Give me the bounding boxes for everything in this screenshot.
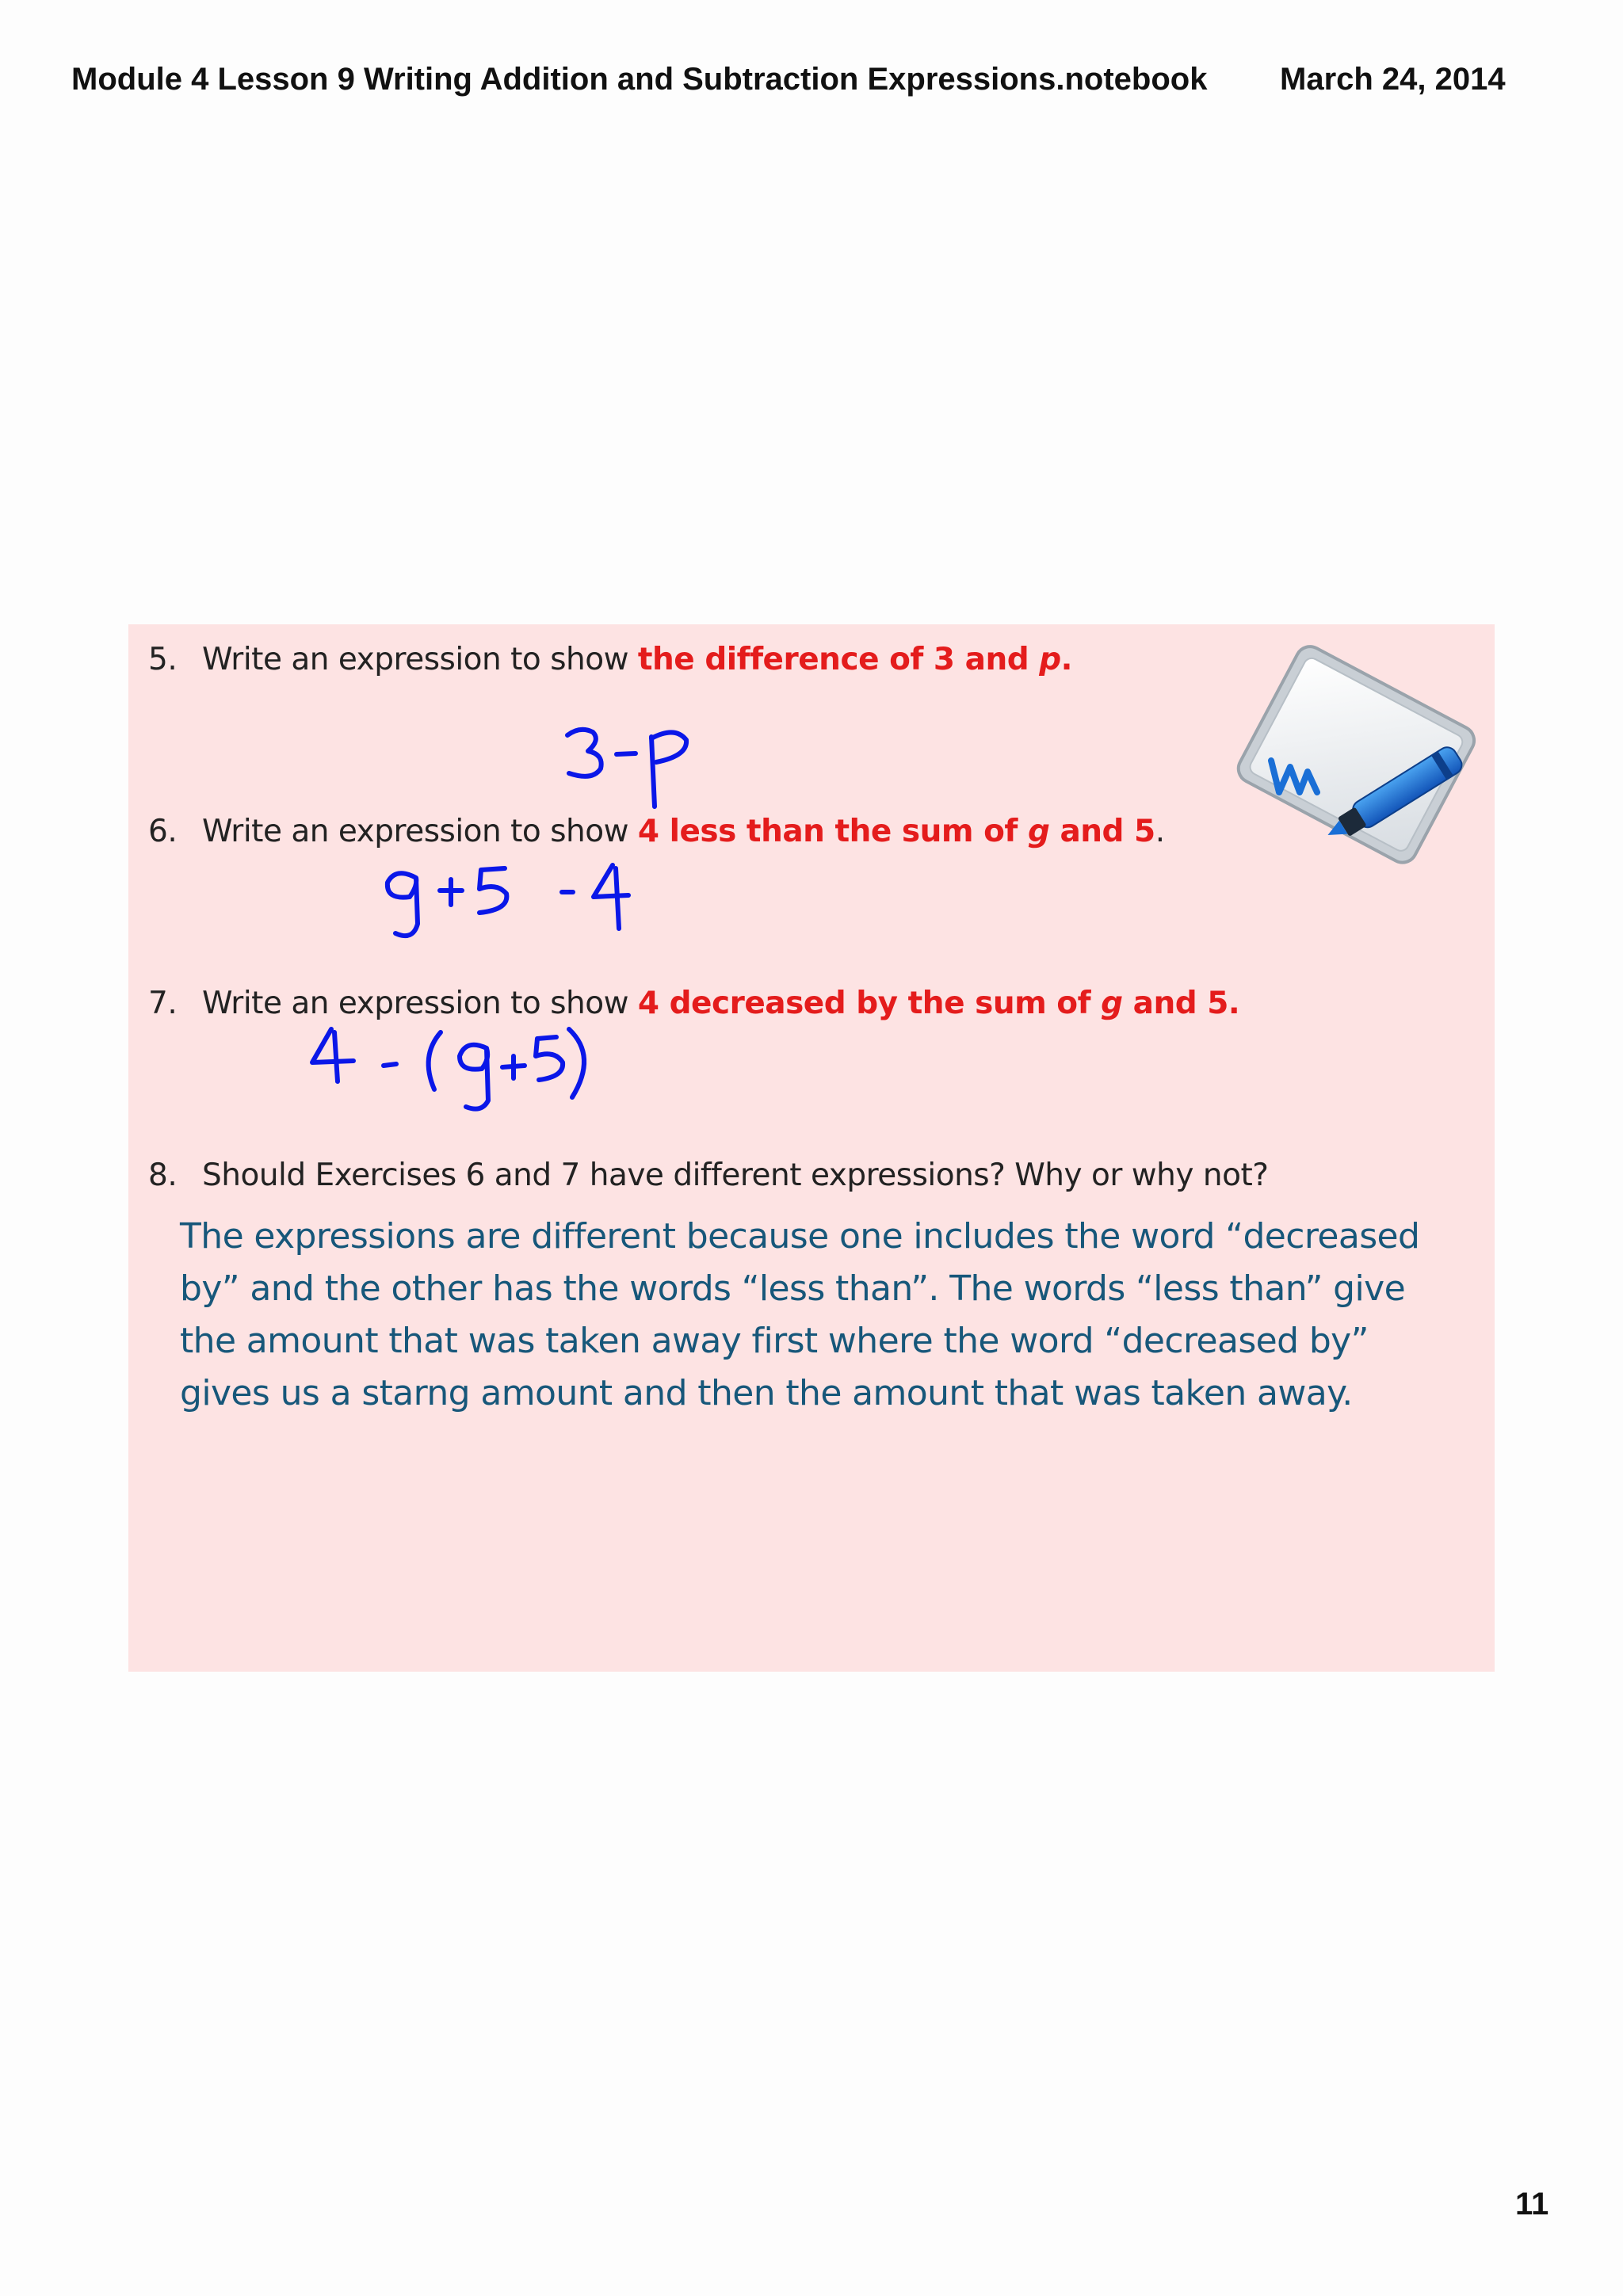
question-7 [148, 986, 1239, 1021]
document-title: Module 4 Lesson 9 Writing Addition and Subtraction Expressions.notebook [71, 62, 1208, 97]
question-number: 7. [148, 986, 178, 1021]
question-6: 6. Write an expression to show 4 less than the sum of g and 5. [148, 814, 1165, 849]
question-number: 6. [148, 814, 178, 849]
document-date: March 24, 2014 [1280, 62, 1506, 97]
handwritten-answer-5 [556, 719, 707, 814]
question-highlight: 4 decreased by the sum of g and 5. [637, 986, 1240, 1021]
whiteboard-marker-icon [1214, 634, 1491, 871]
document-header [71, 62, 1561, 97]
question-prompt: Write an expression to show [202, 642, 638, 677]
question-prompt: Write an expression to show [202, 986, 638, 1021]
question-prompt: Should Exercises 6 and 7 have different expressions? Why or why not? [202, 1158, 1269, 1193]
question-number: 8. [148, 1158, 178, 1193]
handwritten-answer-7 [303, 1024, 636, 1127]
question-8 [148, 1158, 1268, 1193]
question-highlight: 4 less than the sum of g and 5 [637, 814, 1155, 849]
question-5 [148, 642, 1072, 677]
question-highlight: the difference of 3 and p. [637, 642, 1072, 677]
question-number: 5. [148, 642, 178, 677]
question-prompt: Write an expression to show [202, 814, 638, 849]
notebook-slide [128, 624, 1495, 1672]
answer-text: The expressions are different because one includes the word “decreased by” and the other has the words “less than”. The words “less than” give the amount that was taken away first where the word “decreased by” gives us a starng amount and then the amount that was taken away. [180, 1216, 1420, 1413]
page-number: 11 [1515, 2187, 1549, 2222]
handwritten-answer-6 [378, 854, 679, 949]
